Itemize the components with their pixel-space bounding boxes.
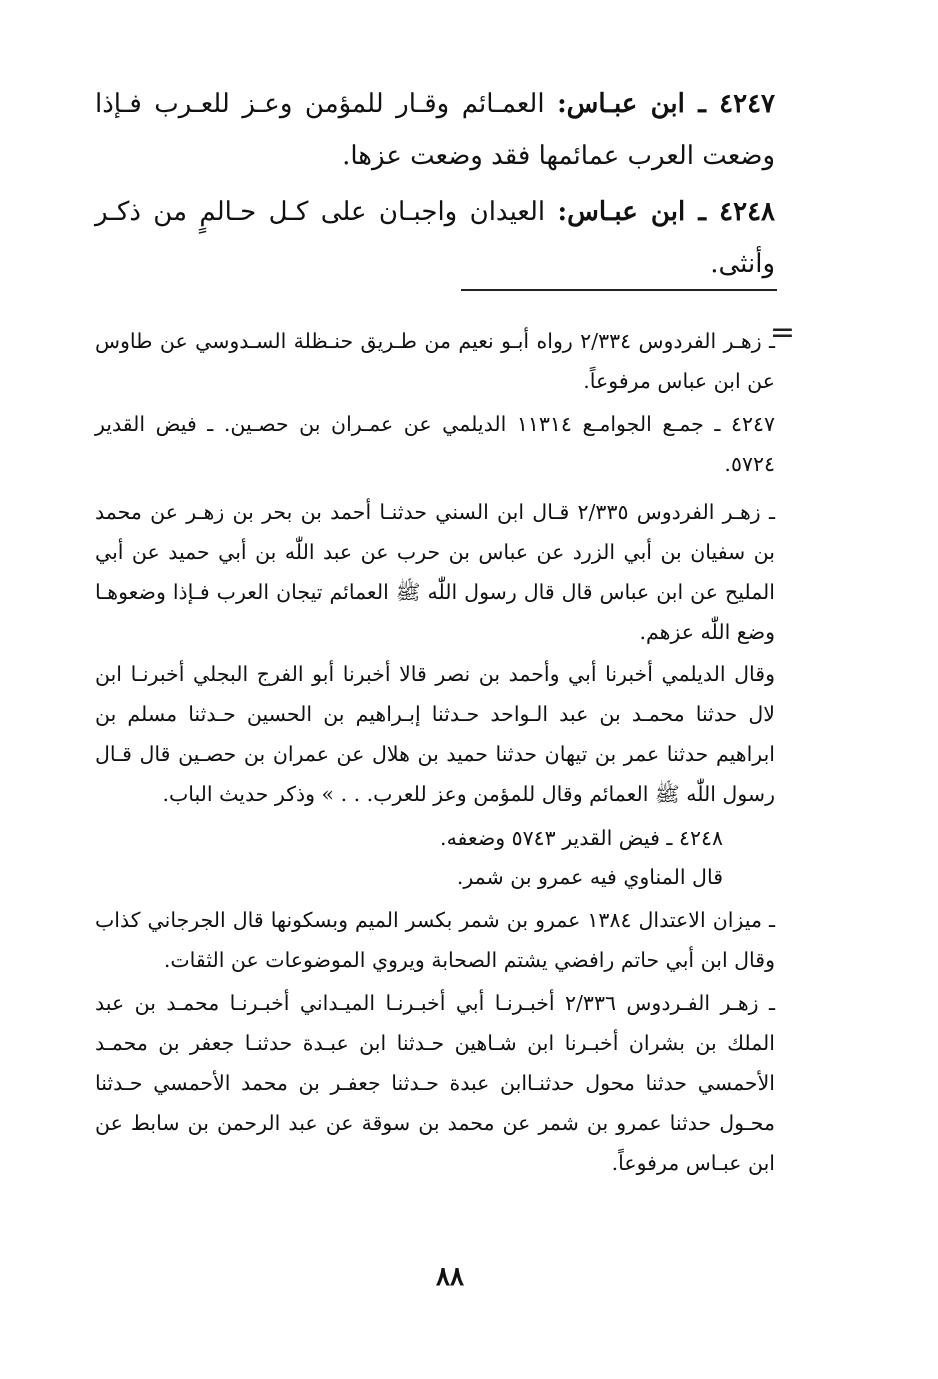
footnote-munawi: قال المناوي فيه عمرو بن شمر. <box>456 865 723 889</box>
footnote-continuation-mark: = <box>769 315 795 350</box>
footnote-daylami: وقال الديلمي أخبرنا أبي وأحمد بن نصر قالا أخبرنا أبو الفرج البجلي أخبرنـا ابن لال حدثنا محمـد بن عبد الـواحد حـدثنا إبـراهيم بن الحسين حـدثنا مسلم بن ابراهيم حدثنا عمر بن تيهان حدثنا حميد بن هلال عن عمران بن حصـين قال قـال رسول اللّٰه ﷺ العمائم وقال للمؤمن وعز للعرب. . . » وذكر حديث الباب. <box>95 662 776 806</box>
entry-text: العمـائم وقـار للمؤمن وعـز للعـرب فـإذا وضعت العرب عمائمها فقد وضعت عزها. <box>95 89 775 171</box>
hadith-entry-4248 <box>95 186 775 290</box>
footnote-zahr-335: ـ زهـر الفردوس ٢/٣٣٥ قـال ابن السني حدثنـا أحمد بن بحر بن زهـر عن محمد بن سفيان بن أبي الزرد عن عباس بن حرب عن عبد اللّٰه بن أبي حميد عن أبي المليح عن ابن عباس قال قال رسول اللّٰه ﷺ العمائم تيجان العرب فـإذا وضعوهـا وضع اللّٰه عزهم. <box>95 500 775 644</box>
footnote-zahr-334: ـ زهـر الفردوس ٢/٣٣٤ رواه أبـو نعيم من طـريق حنـظلة السـدوسي عن طاوس عن ابن عباس مرفوعاً. <box>95 329 775 393</box>
footnote-jam-4247: ٤٢٤٧ ـ جمـع الجوامـع ١١٣١٤ الديلمي عن عمـران بن حصـين. ـ فيض القدير ٥٧٢٤. <box>95 412 775 476</box>
entry-number-narrator: ٤٢٤٧ ـ ابن عبـاس: <box>557 89 775 119</box>
entry-text: العيدان واجبـان على كـل حـالمٍ من ذكـر وأنثى. <box>95 197 775 279</box>
page-number: ٨٨ <box>436 1262 464 1292</box>
footnote-mizan: ـ ميزان الاعتدال ١٣٨٤ عمرو بن شمر بكسر الميم وبسكونها قال الجرجاني كذاب وقال ابن أبي حاتم رافضي يشتم الصحابة ويروي الموضوعات عن الثقات. <box>95 908 775 972</box>
entry-number-narrator: ٤٢٤٨ ـ ابن عبـاس: <box>557 197 775 227</box>
footnote-fayd-4248: ٤٢٤٨ ـ فيض القدير ٥٧٤٣ وضعفه. <box>440 826 723 850</box>
footnote-zahr-336: ـ زهـر الفـردوس ٢/٣٣٦ أخبـرنـا أبي أخبـرنـا الميـداني أخبـرنـا محمـد بن عبد الملك بن بشران أخبـرنا ابن شـاهين حـدثنا ابن عبـدة حدثنـا جعفر بن محمـد الأحمسي حدثنا محول حدثنـاابن عبدة حـدثنا جعفـر بن محمد الأحمسي حـدثنا محـول حدثنا عمرو بن شمر عن محمد بن سوقة عن عبد الرحمن بن سابط عن ابن عبـاس مرفوعاً. <box>95 991 775 1175</box>
hadith-entry-4247 <box>95 78 775 182</box>
footnote-separator <box>461 289 777 291</box>
